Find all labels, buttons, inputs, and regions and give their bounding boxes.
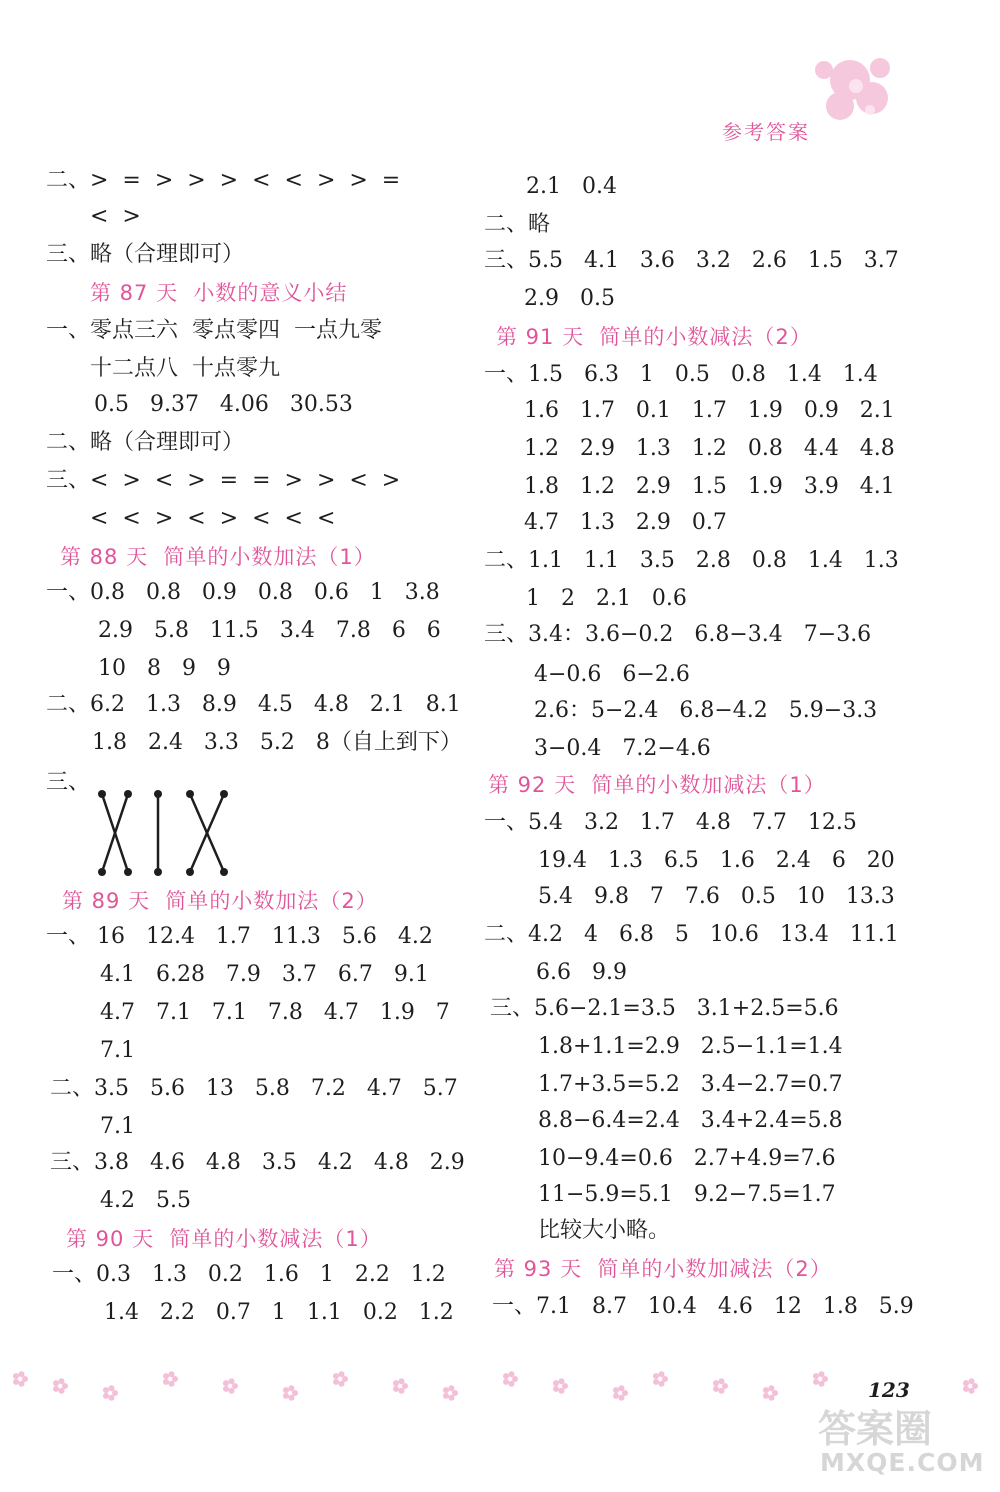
flower-petal [819, 1381, 825, 1387]
flower-petal [109, 1395, 115, 1401]
answer-line: 7.1 [100, 1114, 135, 1139]
flower-petal [399, 1378, 405, 1384]
flower-petal [342, 1376, 348, 1382]
flower-petal [103, 1387, 109, 1393]
answer-line: < < > < > < < < [90, 506, 336, 531]
flower-petal [163, 1379, 169, 1385]
flower-petal [763, 1393, 769, 1399]
answer-line: 4.7 1.3 2.9 0.7 [524, 510, 727, 535]
answer-line: 1.8 2.4 3.3 5.2 8（自上到下） [92, 730, 462, 755]
flower-petal [763, 1387, 769, 1393]
flower-petal [622, 1390, 628, 1396]
flower-petal [719, 1378, 725, 1384]
page-number: 123 [868, 1378, 910, 1402]
answer-line: 一、0.3 1.3 0.2 1.6 1 2.2 1.2 [52, 1262, 446, 1287]
flower-petal [969, 1388, 975, 1394]
answer-line: 三、5.5 4.1 3.6 3.2 2.6 1.5 3.7 [484, 248, 899, 273]
answer-line: 一、0.8 0.8 0.9 0.8 0.6 1 3.8 [46, 580, 440, 605]
flower-petal [62, 1383, 68, 1389]
flower-petal [813, 1373, 819, 1379]
flower-petal [559, 1388, 565, 1394]
flower-petal [112, 1390, 118, 1396]
answer-line: 4.1 6.28 7.9 3.7 6.7 9.1 [100, 962, 429, 987]
flower-petal [822, 1376, 828, 1382]
section-heading: 第 89 天 简单的小数加法（2） [62, 889, 378, 913]
answer-line: 4−0.6 6−2.6 [534, 662, 690, 687]
answer-line: 1.7+3.5=5.2 3.4−2.7=0.7 [538, 1072, 843, 1097]
flower-petal [769, 1395, 775, 1401]
flower-petal [713, 1386, 719, 1392]
flower-petal [509, 1381, 515, 1387]
answer-line: 2.6：5−2.4 6.8−4.2 5.9−3.3 [534, 698, 878, 723]
section-heading: 第 92 天 简单的小数加减法（1） [488, 773, 826, 797]
answer-line: 2.9 0.5 [524, 286, 615, 311]
flower-petal [393, 1386, 399, 1392]
answer-line: < > [90, 204, 141, 229]
flower-petal [53, 1380, 59, 1386]
answer-line: 7.1 [100, 1038, 135, 1063]
answer-line: 一、5.4 3.2 1.7 4.8 7.7 12.5 [484, 810, 857, 835]
flower-petal [772, 1390, 778, 1396]
flower-petal [963, 1380, 969, 1386]
answer-line: 5.4 9.8 7 7.6 0.5 10 13.3 [538, 884, 895, 909]
flower-petal [402, 1383, 408, 1389]
flower-petal [339, 1381, 345, 1387]
watermark-text: 答案圈 [818, 1407, 933, 1451]
answer-line: 6.6 9.9 [536, 960, 627, 985]
answer-line: 二、略（合理即可） [46, 430, 245, 455]
answer-line: 0.5 9.37 4.06 30.53 [94, 392, 353, 417]
answer-line: 2.1 0.4 [526, 174, 617, 199]
answer-line: 1.2 2.9 1.3 1.2 0.8 4.4 4.8 [524, 436, 895, 461]
flower-petal [659, 1381, 665, 1387]
answer-line: 3−0.4 7.2−4.6 [534, 736, 711, 761]
answer-line: 二、> = > > > < < > > = [46, 168, 401, 193]
flower-petal [172, 1376, 178, 1382]
flower-petal [653, 1379, 659, 1385]
answer-line: 三、略（合理即可） [46, 242, 245, 267]
answer-line: 8.8−6.4=2.4 3.4+2.4=5.8 [538, 1108, 843, 1133]
flower-petal [722, 1383, 728, 1389]
flower-petal [963, 1386, 969, 1392]
flower-petal [103, 1393, 109, 1399]
answer-line: 4.2 5.5 [100, 1188, 191, 1213]
flower-petal [719, 1388, 725, 1394]
answer-line: 三、5.6−2.1=3.5 3.1+2.5=5.6 [490, 996, 839, 1021]
answer-line: 1.6 1.7 0.1 1.7 1.9 0.9 2.1 [524, 398, 895, 423]
flower-petal [223, 1386, 229, 1392]
answer-line: 二、4.2 4 6.8 5 10.6 13.4 11.1 [484, 922, 899, 947]
answer-line: 一、1.5 6.3 1 0.5 0.8 1.4 1.4 [484, 362, 878, 387]
watermark-url: MXQE.COM [820, 1448, 985, 1477]
answer-line: 一、 16 12.4 1.7 11.3 5.6 4.2 [46, 924, 433, 949]
flower-petal [393, 1380, 399, 1386]
answer-line: 二、略 [484, 212, 551, 237]
flower-petal [443, 1387, 449, 1393]
flower-petal [813, 1379, 819, 1385]
matching-lines-diagram [92, 786, 242, 881]
answer-line: 1.4 2.2 0.7 1 1.1 0.2 1.2 [104, 1300, 454, 1325]
flower-petal [613, 1393, 619, 1399]
answer-line: 1.8 1.2 2.9 1.5 1.9 3.9 4.1 [524, 474, 895, 499]
answer-line: 11−5.9=5.1 9.2−7.5=1.7 [538, 1182, 836, 1207]
answer-line: 2.9 5.8 11.5 3.4 7.8 6 6 [98, 618, 441, 643]
flower-petal [509, 1371, 515, 1377]
flower-decoration [800, 40, 910, 140]
flower-petal [613, 1387, 619, 1393]
watermark-logo [818, 1398, 988, 1486]
answer-line: 三、< > < > = = > > < > [46, 468, 401, 493]
flower-petal [969, 1378, 975, 1384]
flower-petal [769, 1385, 775, 1391]
section-heading: 第 88 天 简单的小数加法（1） [60, 545, 376, 569]
flower-petal [109, 1385, 115, 1391]
flower-petal [289, 1395, 295, 1401]
flower-petal [562, 1383, 568, 1389]
flower-petal [283, 1387, 289, 1393]
flower-petal [169, 1381, 175, 1387]
header-title: 参考答案 [722, 120, 810, 144]
flower-petal [59, 1388, 65, 1394]
answer-line: 比较大小略。 [538, 1218, 671, 1243]
answer-line: 三、 [46, 770, 91, 795]
section-heading: 第 93 天 简单的小数加减法（2） [494, 1257, 832, 1281]
flower-petal [449, 1395, 455, 1401]
flower-petal [22, 1376, 28, 1382]
flower-petal [232, 1383, 238, 1389]
answer-line: 19.4 1.3 6.5 1.6 2.4 6 20 [538, 848, 895, 873]
flower-petal [169, 1371, 175, 1377]
answer-line: 三、3.4：3.6−0.2 6.8−3.4 7−3.6 [484, 622, 872, 647]
flower-petal [399, 1388, 405, 1394]
flower-petal [163, 1373, 169, 1379]
flower-petal [229, 1378, 235, 1384]
answer-line: 10−9.4=0.6 2.7+4.9=7.6 [538, 1146, 836, 1171]
flower-petal [229, 1388, 235, 1394]
flower-petal [559, 1378, 565, 1384]
section-heading: 第 91 天 简单的小数减法（2） [496, 325, 812, 349]
flower-petal [512, 1376, 518, 1382]
flower-petal [292, 1390, 298, 1396]
answer-line: 十二点八 十点零九 [90, 356, 280, 381]
flower-petal [553, 1380, 559, 1386]
flower-petal [659, 1371, 665, 1377]
flower-petal [619, 1385, 625, 1391]
flower-petal [333, 1373, 339, 1379]
flower-petal [819, 1371, 825, 1377]
flower-petal [223, 1380, 229, 1386]
flower-petal [53, 1386, 59, 1392]
flower-petal [19, 1371, 25, 1377]
answer-line: 二、6.2 1.3 8.9 4.5 4.8 2.1 8.1 [46, 692, 461, 717]
answer-line: 一、7.1 8.7 10.4 4.6 12 1.8 5.9 [492, 1294, 914, 1319]
answer-line: 三、3.8 4.6 4.8 3.5 4.2 4.8 2.9 [50, 1150, 465, 1175]
answer-line: 10 8 9 9 [98, 656, 231, 681]
flower-petal [503, 1379, 509, 1385]
flower-petal [339, 1371, 345, 1377]
flower-petal [503, 1373, 509, 1379]
flower-petal [553, 1386, 559, 1392]
section-heading: 第 87 天 小数的意义小结 [90, 281, 348, 305]
answer-line: 1 2 2.1 0.6 [526, 586, 687, 611]
flower-petal [653, 1373, 659, 1379]
flower-petal [283, 1393, 289, 1399]
answer-line: 二、3.5 5.6 13 5.8 7.2 4.7 5.7 [50, 1076, 458, 1101]
flower-petal [449, 1385, 455, 1391]
flower-petal [713, 1380, 719, 1386]
flower-petal [452, 1390, 458, 1396]
flower-petal [443, 1393, 449, 1399]
answer-line: 4.7 7.1 7.1 7.8 4.7 1.9 7 [100, 1000, 450, 1025]
answer-line: 二、1.1 1.1 3.5 2.8 0.8 1.4 1.3 [484, 548, 899, 573]
flower-petal [333, 1379, 339, 1385]
flower-petal [13, 1379, 19, 1385]
answer-line: 一、零点三六 零点零四 一点九零 [46, 318, 382, 343]
flower-petal [289, 1385, 295, 1391]
flower-petal [13, 1373, 19, 1379]
flower-petal [619, 1395, 625, 1401]
flower-petal [972, 1383, 978, 1389]
flower-petal [59, 1378, 65, 1384]
answer-line: 1.8+1.1=2.9 2.5−1.1=1.4 [538, 1034, 843, 1059]
section-heading: 第 90 天 简单的小数减法（1） [66, 1227, 382, 1251]
flower-petal [662, 1376, 668, 1382]
flower-petal [19, 1381, 25, 1387]
